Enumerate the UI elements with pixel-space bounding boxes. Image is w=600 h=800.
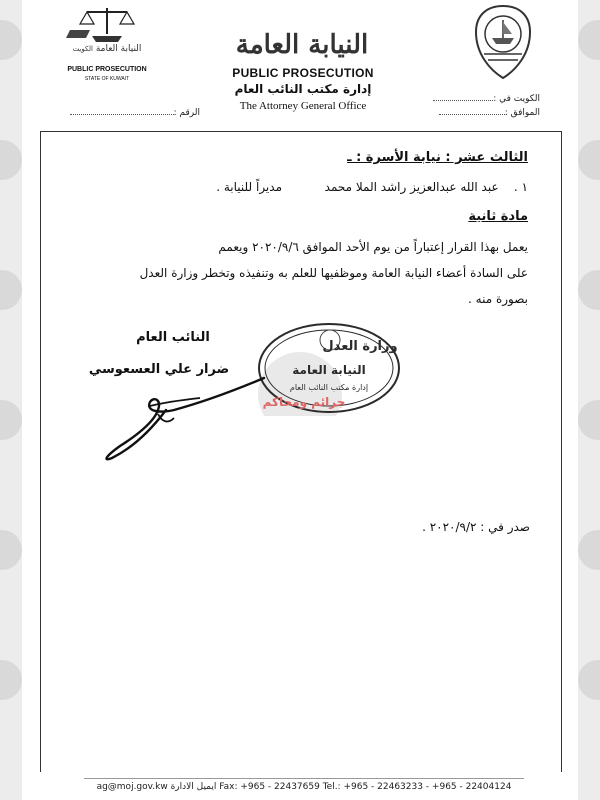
left-logo-state: STATE OF KUWAIT xyxy=(84,76,130,82)
reference-number-field: الرقم : xyxy=(60,108,200,118)
header-english-title: PUBLIC PROSECUTION xyxy=(232,66,374,80)
left-logo-english: PUBLIC PROSECUTION xyxy=(67,66,147,73)
kuwait-date-field: الكويت في : xyxy=(420,94,540,104)
kuwait-emblem-icon xyxy=(472,4,534,80)
section-13-title: الثالث عشر : نيابة الأسرة : ـ xyxy=(347,150,528,165)
stamp-office: إدارة مكتب النائب العام xyxy=(289,383,369,392)
issued-date: صدر في : ٢٠٢٠/٩/٢ . xyxy=(422,520,530,534)
header-arabic-title: النيابة العامة xyxy=(235,30,369,60)
article-paragraph xyxy=(68,234,528,312)
official-stamp xyxy=(256,320,402,416)
stamp-ministry: وزارة العدل xyxy=(322,339,398,354)
corresponding-date-field: الموافق : xyxy=(420,108,540,118)
list-item-number: ١ . xyxy=(513,180,528,194)
article-title: مادة ثانية xyxy=(468,209,528,224)
footer-contact: ag@moj.gov.kw ايميل الادارة Fax: +965 - 22437659 Tel.: +965 - 22463233 - +965 - 22404124 xyxy=(84,778,524,792)
signatory-name: ضرار علي العسعوسي xyxy=(88,362,230,377)
list-item xyxy=(325,174,528,200)
list-item-role: مديراً للنيابة . xyxy=(216,180,282,194)
stamp-prosecution: النيابة العامة xyxy=(292,363,366,377)
signatory-title: النائب العام xyxy=(136,330,210,345)
right-margin-strip xyxy=(578,0,600,800)
paragraph-line: يعمل بهذا القرار إعتباراً من يوم الأحد الموافق ٢٠٢٠/٩/٦ ويعمم xyxy=(218,240,528,254)
scales-of-justice-icon xyxy=(62,4,152,44)
header-english-subtitle: The Attorney General Office xyxy=(239,100,367,112)
handwritten-signature xyxy=(96,366,276,466)
left-logo-arabic: النيابة العامة الكويت xyxy=(72,44,142,54)
stamp-watermark: جرائم ومحاكم xyxy=(262,395,346,409)
header-arabic-subtitle: إدارة مكتب النائب العام xyxy=(234,82,372,96)
left-margin-strip xyxy=(0,0,22,800)
paragraph-line: بصورة منه . xyxy=(468,292,528,306)
paragraph-line: على السادة أعضاء النيابة العامة وموظفيها للعلم به وتنفيذه وتخطر وزارة العدل xyxy=(139,266,528,280)
list-item-name: عبد الله عبدالعزيز راشد الملا محمد xyxy=(324,180,499,194)
